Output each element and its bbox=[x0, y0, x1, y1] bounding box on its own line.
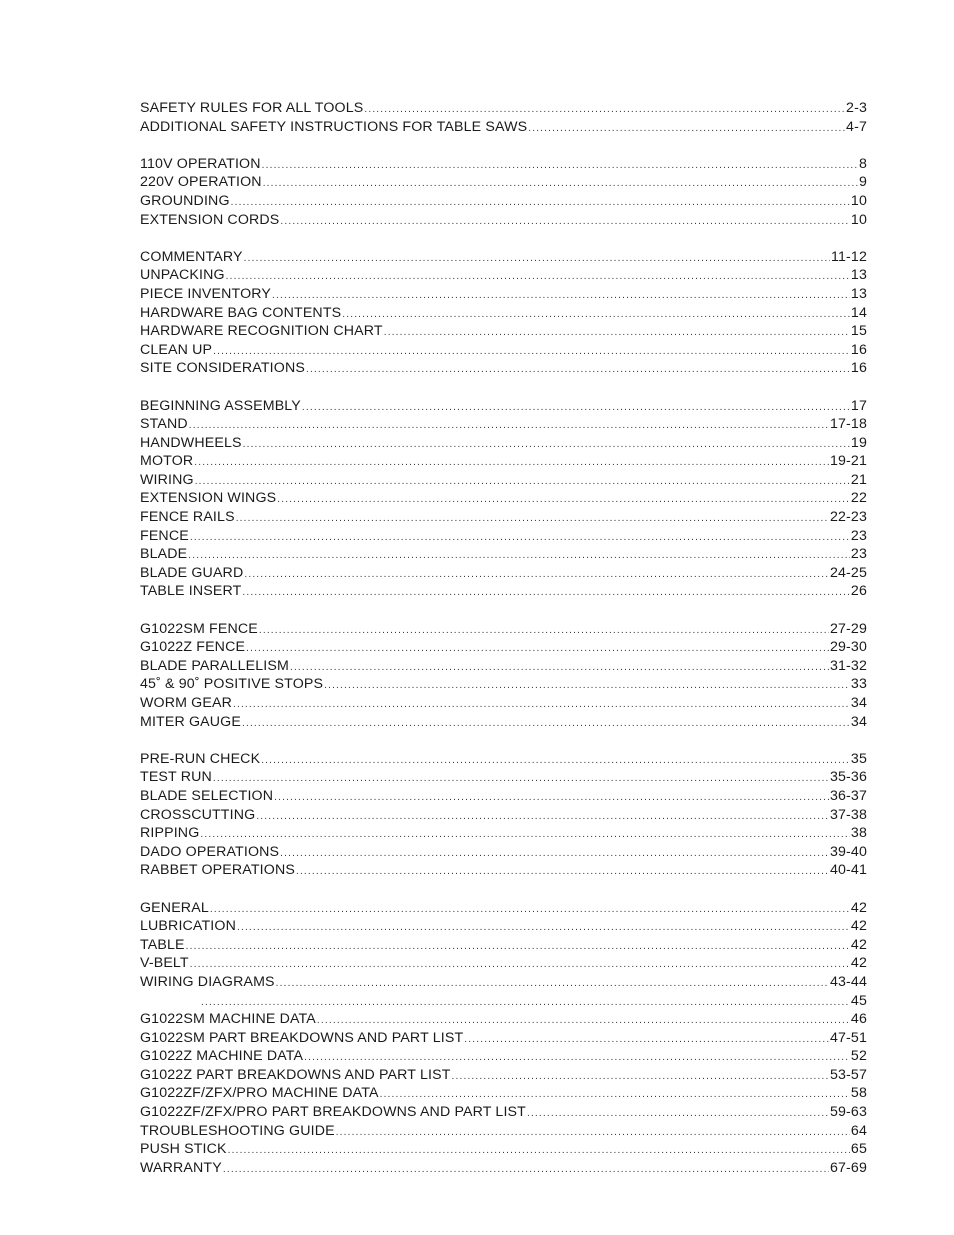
toc-entry[interactable] bbox=[140, 657, 867, 676]
dot-leader bbox=[237, 919, 850, 938]
dot-leader bbox=[296, 863, 829, 882]
toc-entry[interactable] bbox=[140, 471, 867, 490]
toc-entry-title: COMMENTARY bbox=[140, 248, 243, 265]
toc-entry[interactable] bbox=[140, 99, 867, 118]
dot-leader bbox=[223, 1161, 829, 1180]
dot-leader bbox=[384, 324, 850, 343]
dot-leader bbox=[244, 250, 830, 269]
toc-entry-title: G1022Z MACHINE DATA bbox=[140, 1048, 304, 1065]
toc-entry-page-number: 8 bbox=[858, 155, 867, 172]
toc-entry-page-number: 39-40 bbox=[829, 843, 867, 860]
dot-leader bbox=[342, 306, 850, 325]
dot-leader bbox=[186, 938, 850, 957]
dot-leader bbox=[272, 287, 850, 306]
toc-entry[interactable] bbox=[140, 434, 867, 453]
dot-leader bbox=[528, 120, 845, 139]
toc-entry-page-number: 19-21 bbox=[829, 453, 867, 470]
toc-entry[interactable] bbox=[140, 118, 867, 137]
toc-entry-title: LUBRICATION bbox=[140, 918, 236, 935]
toc-entry[interactable] bbox=[140, 768, 867, 787]
toc-entry[interactable] bbox=[140, 1140, 867, 1159]
toc-entry-title: PUSH STICK bbox=[140, 1141, 227, 1158]
toc-entry-page-number: 4-7 bbox=[846, 118, 867, 135]
toc-entry-page-number: 42 bbox=[850, 936, 867, 953]
toc-entry[interactable] bbox=[140, 1103, 867, 1122]
dot-leader bbox=[213, 770, 829, 789]
toc-entry[interactable] bbox=[140, 973, 867, 992]
toc-entry-title: G1022Z FENCE bbox=[140, 639, 246, 656]
toc-entry-title: MOTOR bbox=[140, 453, 194, 470]
toc-entry-page-number: 58 bbox=[850, 1085, 867, 1102]
toc-entry[interactable] bbox=[140, 415, 867, 434]
toc-entry-page-number: 34 bbox=[850, 713, 867, 730]
toc-entry-title: HANDWHEELS bbox=[140, 434, 242, 451]
dot-leader bbox=[464, 1031, 829, 1050]
toc-entry-title: G1022ZF/ZFX/PRO MACHINE DATA bbox=[140, 1085, 379, 1102]
toc-entry[interactable] bbox=[140, 824, 867, 843]
toc-entry-page-number: 42 bbox=[850, 955, 867, 972]
toc-entry-page-number: 13 bbox=[850, 285, 867, 302]
toc-entry-page-number: 13 bbox=[850, 267, 867, 284]
toc-entry-page-number: 16 bbox=[850, 360, 867, 377]
toc-entry[interactable] bbox=[140, 1066, 867, 1085]
toc-entry[interactable] bbox=[140, 936, 867, 955]
toc-entry-page-number: 43-44 bbox=[829, 973, 867, 990]
toc-entry-title: TEST RUN bbox=[140, 769, 212, 786]
toc-entry[interactable] bbox=[140, 1029, 867, 1048]
toc-entry-page-number: 23 bbox=[850, 546, 867, 563]
toc-entry-title: BLADE GUARD bbox=[140, 564, 244, 581]
toc-entry-title: G1022SM MACHINE DATA bbox=[140, 1011, 316, 1028]
dot-leader bbox=[233, 696, 850, 715]
toc-entry-title: WIRING bbox=[140, 471, 194, 488]
toc-entry-page-number: 36-37 bbox=[829, 787, 867, 804]
toc-entry-page-number: 53-57 bbox=[829, 1066, 867, 1083]
dot-leader bbox=[210, 901, 850, 920]
table-of-contents bbox=[140, 99, 867, 1196]
toc-entry-page-number: 16 bbox=[850, 341, 867, 358]
dot-leader bbox=[236, 510, 829, 529]
toc-entry-title: PIECE INVENTORY bbox=[140, 285, 272, 302]
toc-entry[interactable] bbox=[140, 266, 867, 285]
toc-entry[interactable] bbox=[140, 620, 867, 639]
dot-leader bbox=[190, 956, 850, 975]
toc-entry-title: CLEAN UP bbox=[140, 341, 213, 358]
toc-entry-page-number: 65 bbox=[850, 1141, 867, 1158]
dot-leader bbox=[226, 268, 850, 287]
toc-entry[interactable] bbox=[140, 750, 867, 769]
toc-entry-title: SITE CONSIDERATIONS bbox=[140, 360, 305, 377]
toc-entry[interactable] bbox=[140, 806, 867, 825]
dot-leader bbox=[452, 1068, 829, 1087]
toc-entry[interactable] bbox=[140, 211, 867, 230]
toc-entry[interactable] bbox=[140, 713, 867, 732]
toc-entry-title: DADO OPERATIONS bbox=[140, 843, 280, 860]
toc-entry-title: WIRING DIAGRAMS bbox=[140, 973, 275, 990]
toc-section bbox=[140, 750, 867, 880]
toc-entry-page-number: 40-41 bbox=[829, 862, 867, 879]
toc-entry[interactable] bbox=[140, 638, 867, 657]
toc-entry[interactable] bbox=[140, 489, 867, 508]
toc-entry[interactable] bbox=[140, 359, 867, 378]
toc-entry-title: UNPACKING bbox=[140, 267, 225, 284]
toc-entry[interactable] bbox=[140, 192, 867, 211]
toc-entry-title: GROUNDING bbox=[140, 192, 230, 209]
toc-entry-page-number: 34 bbox=[850, 695, 867, 711]
dot-leader bbox=[324, 677, 850, 696]
dot-leader bbox=[276, 975, 829, 994]
toc-entry-title: HARDWARE RECOGNITION CHART bbox=[140, 323, 383, 340]
toc-entry-page-number: 22-23 bbox=[829, 509, 867, 526]
toc-entry-title: MITER GAUGE bbox=[140, 713, 241, 730]
dot-leader bbox=[277, 491, 850, 510]
toc-entry-title: G1022Z PART BREAKDOWNS AND PART LIST bbox=[140, 1066, 451, 1083]
toc-entry-page-number: 17 bbox=[850, 397, 867, 414]
toc-entry-title: ADDITIONAL SAFETY INSTRUCTIONS FOR TABLE SAWS bbox=[140, 118, 528, 135]
toc-entry-title: 220V OPERATION bbox=[140, 174, 262, 191]
toc-entry-title: G1022SM FENCE bbox=[140, 620, 258, 637]
toc-entry[interactable] bbox=[140, 787, 867, 806]
toc-section bbox=[140, 248, 867, 378]
toc-entry-title: WORM GEAR bbox=[140, 695, 232, 711]
toc-entry-page-number: 42 bbox=[850, 918, 867, 935]
toc-entry-title: RABBET OPERATIONS bbox=[140, 862, 295, 879]
toc-entry-title: HARDWARE BAG CONTENTS bbox=[140, 304, 342, 321]
toc-entry-page-number: 10 bbox=[850, 211, 867, 228]
toc-entry-title: TABLE INSERT bbox=[140, 583, 242, 600]
dot-leader bbox=[242, 584, 850, 603]
toc-entry-page-number: 37-38 bbox=[829, 806, 867, 823]
toc-entry-title: SAFETY RULES FOR ALL TOOLS bbox=[140, 100, 364, 116]
toc-entry-title: BLADE PARALLELISM bbox=[140, 657, 289, 674]
toc-entry-title: WARRANTY bbox=[140, 1159, 222, 1176]
dot-leader bbox=[261, 752, 850, 771]
toc-entry[interactable] bbox=[140, 564, 867, 583]
toc-entry-title: FENCE RAILS bbox=[140, 509, 235, 526]
toc-entry-page-number: 45 bbox=[850, 992, 867, 1009]
toc-entry[interactable] bbox=[140, 954, 867, 973]
toc-entry-title: G1022ZF/ZFX/PRO PART BREAKDOWNS AND PART LIST bbox=[140, 1104, 526, 1121]
toc-section bbox=[140, 899, 867, 1178]
toc-entry-page-number: 11-12 bbox=[831, 248, 867, 265]
toc-entry-page-number: 10 bbox=[850, 192, 867, 209]
dot-leader bbox=[280, 213, 849, 232]
toc-entry[interactable] bbox=[140, 248, 867, 267]
toc-entry-title: EXTENSION WINGS bbox=[140, 490, 277, 507]
toc-entry-page-number: 15 bbox=[850, 323, 867, 340]
toc-section bbox=[140, 620, 867, 732]
toc-entry-title: V-BELT bbox=[140, 955, 189, 972]
dot-leader bbox=[231, 194, 850, 213]
toc-entry[interactable] bbox=[140, 1122, 867, 1141]
dot-leader bbox=[242, 715, 850, 734]
dot-leader bbox=[262, 157, 858, 176]
toc-entry-page-number: 9 bbox=[858, 174, 867, 191]
dot-leader bbox=[213, 343, 850, 362]
dot-leader bbox=[189, 417, 829, 436]
toc-entry-page-number: 26 bbox=[850, 583, 867, 600]
toc-entry-page-number: 23 bbox=[850, 527, 867, 544]
toc-entry-title: CROSSCUTTING bbox=[140, 806, 256, 823]
toc-entry[interactable] bbox=[140, 899, 867, 918]
dot-leader bbox=[195, 473, 850, 492]
toc-entry-page-number: 21 bbox=[850, 471, 867, 488]
toc-entry-title: TABLE bbox=[140, 936, 185, 953]
toc-entry-title: 110V OPERATION bbox=[140, 155, 261, 172]
toc-entry-title: BLADE bbox=[140, 546, 188, 563]
toc-entry[interactable] bbox=[140, 1159, 867, 1178]
dot-leader bbox=[194, 454, 829, 473]
toc-entry[interactable] bbox=[140, 992, 867, 1011]
toc-entry[interactable] bbox=[140, 155, 867, 174]
toc-entry-title: BLADE SELECTION bbox=[140, 787, 274, 804]
toc-entry-page-number: 27-29 bbox=[829, 620, 867, 637]
toc-entry-title: RIPPING bbox=[140, 825, 200, 842]
toc-entry[interactable] bbox=[140, 322, 867, 341]
toc-entry[interactable] bbox=[140, 917, 867, 936]
dot-leader bbox=[256, 808, 829, 827]
toc-entry-page-number: 42 bbox=[850, 899, 867, 916]
toc-entry-page-number: 24-25 bbox=[829, 564, 867, 581]
toc-entry[interactable] bbox=[140, 582, 867, 601]
toc-entry[interactable] bbox=[140, 285, 867, 304]
toc-entry-page-number: 59-63 bbox=[829, 1104, 867, 1121]
toc-entry-title: G1022SM PART BREAKDOWNS AND PART LIST bbox=[140, 1029, 464, 1046]
toc-entry-page-number: 35 bbox=[850, 750, 867, 767]
toc-entry-title: PRE-RUN CHECK bbox=[140, 750, 261, 767]
toc-entry[interactable] bbox=[140, 1047, 867, 1066]
dot-leader bbox=[336, 1124, 850, 1143]
dot-leader bbox=[190, 529, 850, 548]
toc-entry-page-number: 29-30 bbox=[829, 639, 867, 656]
dot-leader bbox=[244, 566, 829, 585]
toc-entry-page-number: 2-3 bbox=[846, 100, 867, 116]
toc-entry[interactable] bbox=[140, 861, 867, 880]
dot-leader bbox=[280, 845, 829, 864]
toc-entry-page-number: 52 bbox=[850, 1048, 867, 1065]
toc-entry[interactable] bbox=[140, 1084, 867, 1103]
toc-entry-title: GENERAL bbox=[140, 899, 209, 916]
toc-entry-page-number: 46 bbox=[850, 1011, 867, 1028]
toc-entry-page-number: 33 bbox=[850, 676, 867, 693]
toc-entry-page-number: 67-69 bbox=[829, 1159, 867, 1176]
toc-entry-title: TROUBLESHOOTING GUIDE bbox=[140, 1122, 335, 1139]
toc-entry[interactable] bbox=[140, 545, 867, 564]
dot-leader bbox=[259, 622, 829, 641]
dot-leader bbox=[243, 436, 850, 455]
dot-leader bbox=[228, 1142, 850, 1161]
dot-leader bbox=[246, 640, 829, 659]
dot-leader bbox=[200, 826, 850, 845]
dot-leader bbox=[302, 399, 850, 418]
toc-entry[interactable] bbox=[140, 527, 867, 546]
toc-entry-title: STAND bbox=[140, 416, 188, 433]
toc-entry[interactable] bbox=[140, 1010, 867, 1029]
toc-section bbox=[140, 99, 867, 136]
toc-entry-page-number: 35-36 bbox=[829, 769, 867, 786]
toc-entry-title: 45˚ & 90˚ POSITIVE STOPS bbox=[140, 676, 324, 693]
toc-entry[interactable] bbox=[140, 452, 867, 471]
toc-section bbox=[140, 155, 867, 229]
toc-entry-page-number: 47-51 bbox=[829, 1029, 867, 1046]
toc-entry[interactable] bbox=[140, 397, 867, 416]
toc-entry-page-number: 17-18 bbox=[829, 416, 867, 433]
toc-entry[interactable] bbox=[140, 675, 867, 694]
toc-entry-page-number: 19 bbox=[850, 434, 867, 451]
dot-leader bbox=[274, 789, 829, 808]
toc-entry-page-number: 64 bbox=[850, 1122, 867, 1139]
dot-leader bbox=[527, 1105, 829, 1124]
toc-entry[interactable] bbox=[140, 694, 867, 713]
toc-section bbox=[140, 397, 867, 602]
toc-entry-page-number: 22 bbox=[850, 490, 867, 507]
toc-entry[interactable] bbox=[140, 843, 867, 862]
toc-entry[interactable] bbox=[140, 341, 867, 360]
toc-entry-page-number: 31-32 bbox=[829, 657, 867, 674]
dot-leader bbox=[306, 361, 850, 380]
dot-leader bbox=[188, 547, 850, 566]
toc-entry-title: FENCE bbox=[140, 527, 189, 544]
toc-entry[interactable] bbox=[140, 173, 867, 192]
toc-entry-page-number: 38 bbox=[850, 825, 867, 842]
toc-entry[interactable] bbox=[140, 508, 867, 527]
dot-leader bbox=[263, 175, 858, 194]
toc-entry-title: BEGINNING ASSEMBLY bbox=[140, 397, 301, 414]
toc-entry-title: EXTENSION CORDS bbox=[140, 211, 280, 228]
toc-entry-page-number: 14 bbox=[850, 304, 867, 321]
toc-entry[interactable] bbox=[140, 304, 867, 323]
dot-leader bbox=[290, 659, 829, 678]
